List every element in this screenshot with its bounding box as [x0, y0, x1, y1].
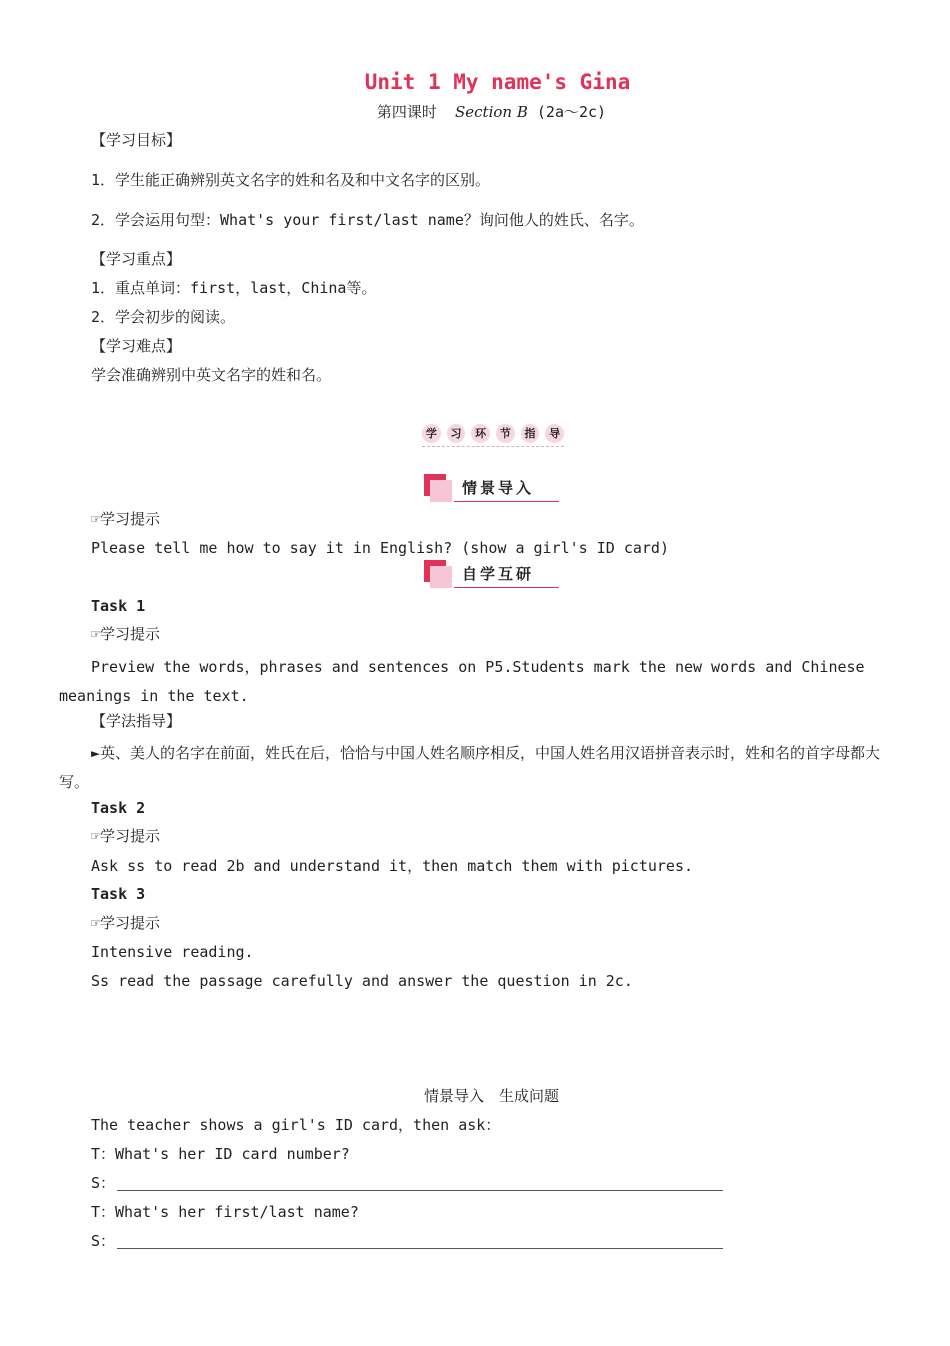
page-title: Unit 1 My name's Gina — [364, 70, 631, 94]
goals-heading: 【学习目标】 — [91, 131, 182, 149]
hint-label: ☞学习提示 — [91, 510, 161, 528]
task3-line: Intensive reading. — [91, 943, 254, 961]
scene-heading: 情景导入 生成问题 — [423, 1087, 559, 1105]
task1-heading: Task 1 — [91, 597, 146, 615]
banner-char: 节 — [496, 424, 515, 443]
answer-blank[interactable] — [117, 1248, 723, 1249]
hint-label: ☞学习提示 — [91, 914, 161, 932]
teacher-question: T：What's her ID card number? — [91, 1145, 350, 1163]
section-range: (2a～2c) — [536, 103, 607, 121]
difficulty-text: 学会准确辨别中英文名字的姓和名。 — [91, 366, 332, 384]
section-name: Section B — [454, 103, 528, 121]
banner-char: 导 — [545, 424, 564, 443]
goal-item: 2．学会运用句型：What's your first/last name？询问他人的姓氏、名字。 — [91, 211, 644, 229]
teacher-question: T：What's her first/last name? — [91, 1203, 359, 1221]
task1-text: Preview the words，phrases and sentences on P5.Students mark the new words and Chinese meanings in the text. — [59, 658, 865, 705]
banner-char: 指 — [521, 424, 540, 443]
focus-item: 2．学会初步的阅读。 — [91, 308, 236, 326]
focus-heading: 【学习重点】 — [91, 250, 182, 268]
task2-text: Ask ss to read 2b and understand it，then match them with pictures. — [91, 857, 693, 875]
student-answer-label: S： — [91, 1232, 116, 1250]
banner-char: 学 — [422, 424, 441, 443]
banner-char: 习 — [447, 424, 466, 443]
goal-item: 1．学生能正确辨别英文名字的姓和名及和中文名字的区别。 — [91, 171, 491, 189]
hint-label: ☞学习提示 — [91, 625, 161, 643]
method-text: ►英、美人的名字在前面，姓氏在后，恰恰与中国人姓名顺序相反，中国人姓名用汉语拼音表示时，姓和名的首字母都大写。 — [59, 744, 881, 791]
hint-label: ☞学习提示 — [91, 827, 161, 845]
task3-line: Ss read the passage carefully and answer the question in 2c. — [91, 972, 633, 990]
difficulty-heading: 【学习难点】 — [91, 337, 182, 355]
scene-intro: The teacher shows a girl's ID card，then ask： — [91, 1116, 501, 1134]
task3-heading: Task 3 — [91, 885, 146, 903]
method-heading: 【学法指导】 — [91, 712, 182, 730]
section-guide-banner — [422, 420, 564, 447]
section-label-self-study — [424, 560, 559, 588]
answer-blank[interactable] — [117, 1190, 723, 1191]
student-answer-label: S： — [91, 1174, 116, 1192]
lesson-number: 第四课时 — [376, 103, 437, 121]
task2-heading: Task 2 — [91, 799, 146, 817]
intro-text: Please tell me how to say it in English? (show a girl's ID card) — [91, 539, 669, 557]
banner-char: 环 — [471, 424, 490, 443]
section-label-text: 情景导入 — [462, 479, 535, 497]
section-label-intro — [424, 474, 559, 502]
focus-item: 1．重点单词：first，last，China等。 — [91, 279, 377, 297]
lesson-subtitle — [0, 101, 950, 122]
section-label-text: 自学互研 — [462, 565, 535, 583]
